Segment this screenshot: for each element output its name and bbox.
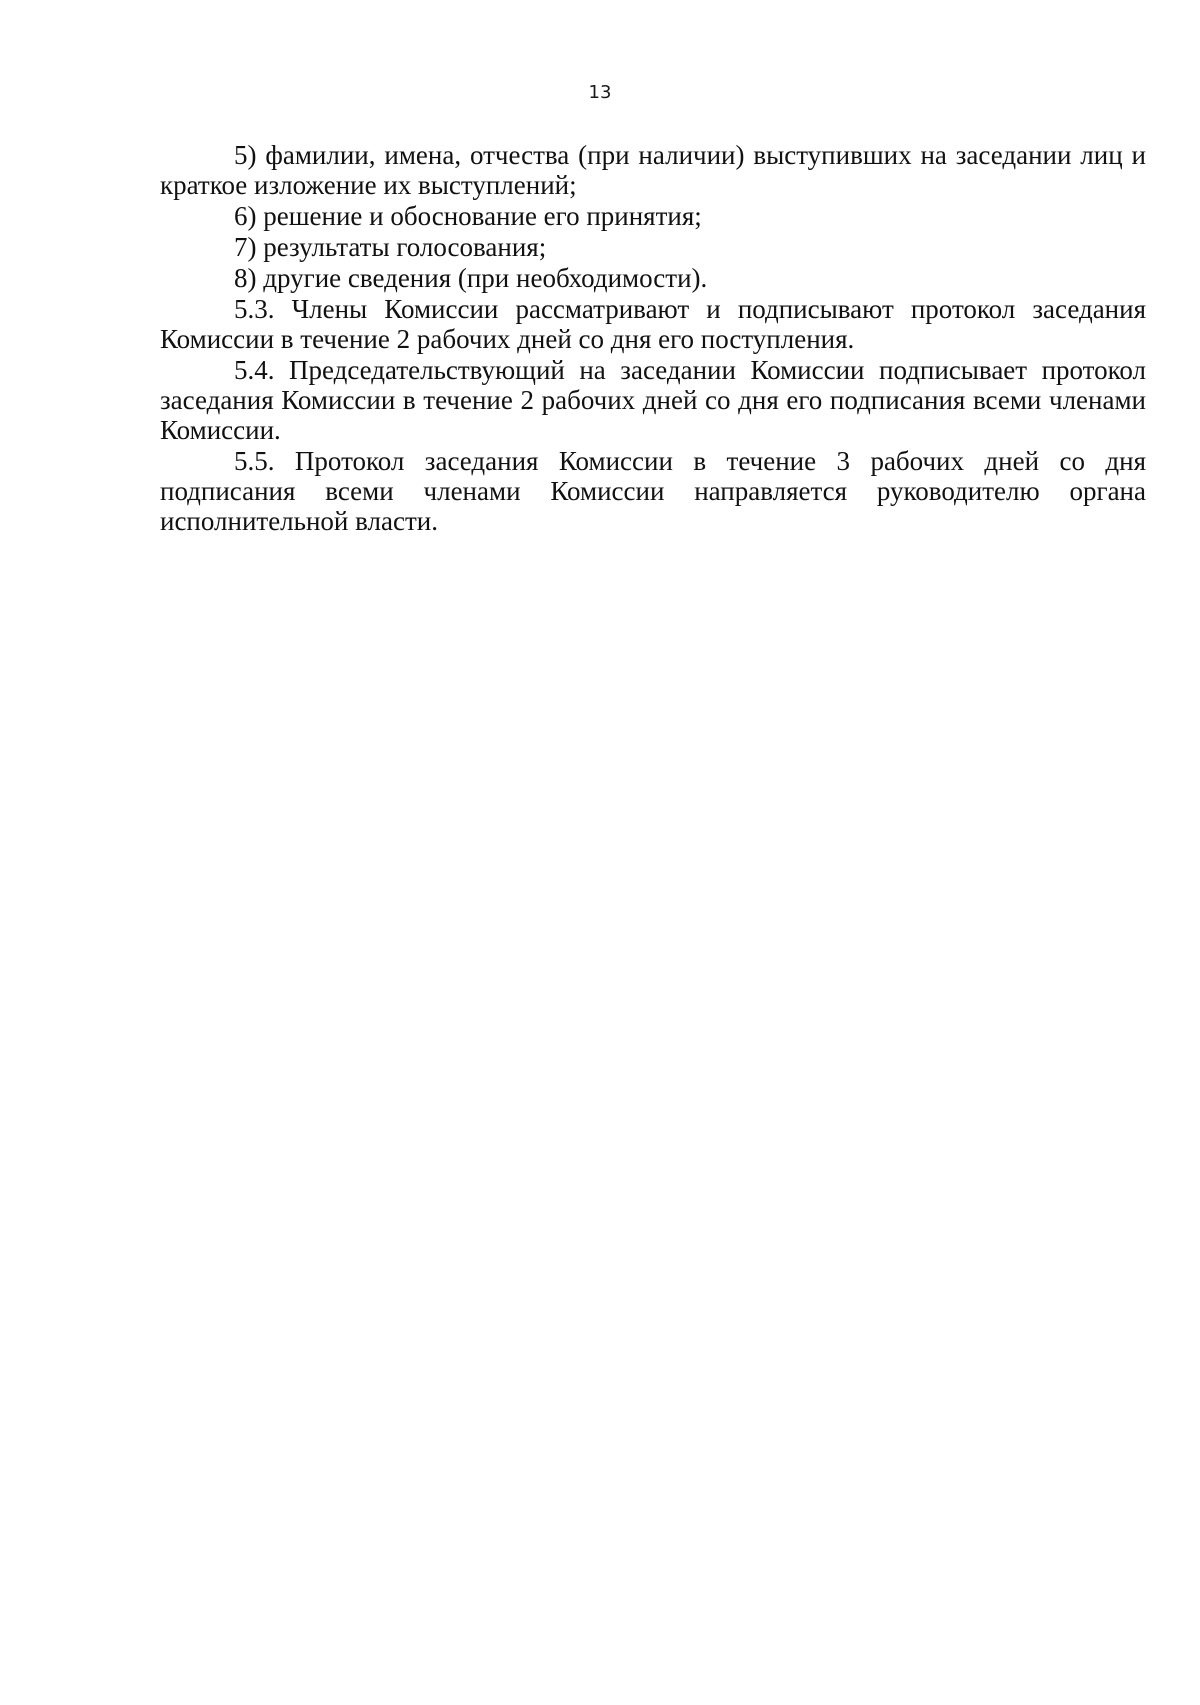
paragraph-5-3: 5.3. Члены Комиссии рассматривают и подписывают протокол заседания Комиссии в течение 2 рабочих дней со дня его поступления. bbox=[160, 294, 1146, 354]
page-number: 13 bbox=[588, 82, 612, 103]
document-body bbox=[160, 140, 1146, 536]
paragraph-5-4: 5.4. Председательствующий на заседании Комиссии подписывает протокол заседания Комиссии в течение 2 рабочих дней со дня его подписания всеми членами Комиссии. bbox=[160, 355, 1146, 445]
paragraph-item-8: 8) другие сведения (при необходимости). bbox=[234, 263, 708, 293]
paragraph-item-5: 5) фамилии, имена, отчества (при наличии) выступивших на заседании лиц и краткое изложение их выступлений; bbox=[160, 140, 1146, 200]
paragraph-5-5: 5.5. Протокол заседания Комиссии в течение 3 рабочих дней со дня подписания всеми членами Комиссии направляется руководителю органа исполнительной власти. bbox=[160, 446, 1146, 536]
paragraph-item-7: 7) результаты голосования; bbox=[234, 232, 547, 262]
paragraph-item-6: 6) решение и обоснование его принятия; bbox=[234, 201, 702, 231]
